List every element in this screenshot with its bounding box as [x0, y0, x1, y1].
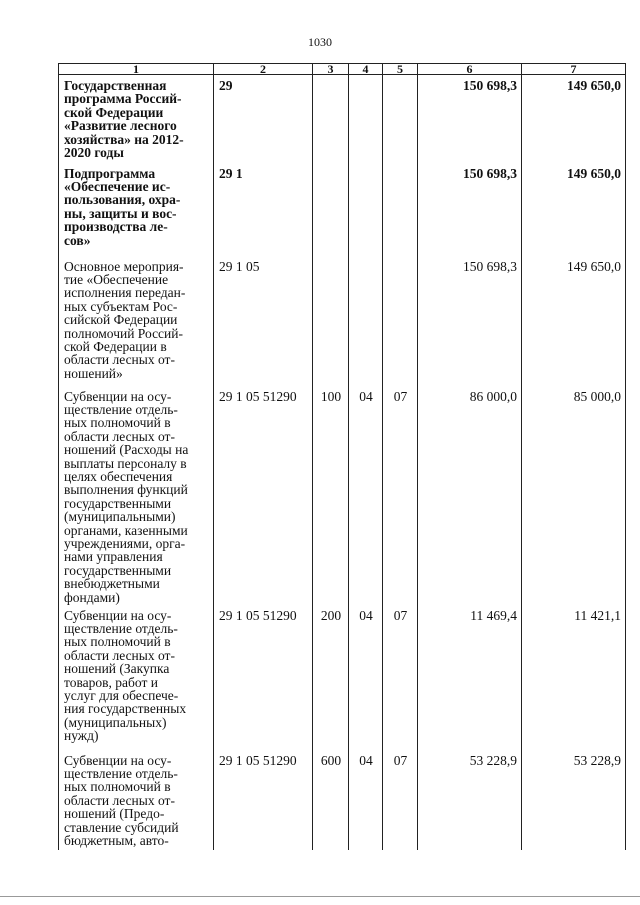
row-subsection — [383, 256, 418, 386]
column-header-2: 2 — [214, 64, 313, 75]
row-section — [349, 163, 383, 256]
row-expense-type — [313, 75, 349, 163]
row-expense-type — [313, 163, 349, 256]
table-row-subvention-600 — [59, 750, 626, 850]
row-amount-year2: 53 228,9 — [522, 750, 626, 850]
table-row-subprogram — [59, 163, 626, 256]
table-row-program — [59, 75, 626, 163]
row-name: Субвенции на осу- ществление отдель- ных полномочий в области лесных от- ношений (Расходы на выплаты персоналу в целях обеспечения выполнения функций государственными (муниципальными) органами, казенными учреждениями, орга- нами управления государственными внебюджетными фондами) — [59, 386, 214, 605]
column-header-3: 3 — [313, 64, 349, 75]
column-header-6: 6 — [418, 64, 522, 75]
row-subsection — [383, 163, 418, 256]
row-amount-year1: 53 228,9 — [418, 750, 522, 850]
row-amount-year2: 149 650,0 — [522, 256, 626, 386]
table-row-main-activity — [59, 256, 626, 386]
row-target-code: 29 1 — [214, 163, 313, 256]
row-expense-type — [313, 256, 349, 386]
row-section: 04 — [349, 750, 383, 850]
column-header-7: 7 — [522, 64, 626, 75]
row-target-code: 29 1 05 — [214, 256, 313, 386]
column-header-1: 1 — [59, 64, 214, 75]
row-expense-type: 600 — [313, 750, 349, 850]
row-expense-type: 200 — [313, 605, 349, 750]
row-expense-type: 100 — [313, 386, 349, 605]
column-number-row — [59, 64, 626, 75]
row-subsection — [383, 75, 418, 163]
row-amount-year1: 150 698,3 — [418, 256, 522, 386]
row-section: 04 — [349, 386, 383, 605]
row-target-code: 29 1 05 51290 — [214, 605, 313, 750]
row-name: Основное мероприя- тие «Обеспечение исполнения передан- ных субъектам Рос- сийской Федерации полномочий Россий- ской Федерации в области лесных от- ношений» — [59, 256, 214, 386]
column-header-5: 5 — [383, 64, 418, 75]
column-header-4: 4 — [349, 64, 383, 75]
row-section — [349, 75, 383, 163]
row-name: Государственная программа Россий- ской Федерации «Развитие лесного хозяйства» на 2012- 2020 годы — [59, 75, 214, 163]
row-amount-year2: 149 650,0 — [522, 75, 626, 163]
row-target-code: 29 1 05 51290 — [214, 386, 313, 605]
row-section — [349, 256, 383, 386]
page-number: 1030 — [308, 35, 332, 49]
table-row-subvention-200 — [59, 605, 626, 750]
row-subsection: 07 — [383, 750, 418, 850]
row-amount-year1: 11 469,4 — [418, 605, 522, 750]
row-amount-year1: 86 000,0 — [418, 386, 522, 605]
row-amount-year2: 149 650,0 — [522, 163, 626, 256]
row-amount-year2: 11 421,1 — [522, 605, 626, 750]
row-amount-year2: 85 000,0 — [522, 386, 626, 605]
row-subsection: 07 — [383, 605, 418, 750]
row-amount-year1: 150 698,3 — [418, 75, 522, 163]
table-row-subvention-100 — [59, 386, 626, 605]
row-amount-year1: 150 698,3 — [418, 163, 522, 256]
row-name: Субвенции на осу- ществление отдель- ных полномочий в области лесных от- ношений (Предо- ставление субсидий бюджетным, авто- — [59, 750, 214, 850]
row-subsection: 07 — [383, 386, 418, 605]
row-target-code: 29 1 05 51290 — [214, 750, 313, 850]
row-target-code: 29 — [214, 75, 313, 163]
page-bottom-rule — [0, 896, 640, 897]
row-name: Подпрограмма «Обеспечение ис- пользования, охра- ны, защиты и вос- производства ле- сов» — [59, 163, 214, 256]
row-section: 04 — [349, 605, 383, 750]
budget-table — [58, 63, 626, 850]
row-name: Субвенции на осу- ществление отдель- ных полномочий в области лесных от- ношений (Закупка товаров, работ и услуг для обеспече- ния государственных (муниципальных) нужд) — [59, 605, 214, 750]
